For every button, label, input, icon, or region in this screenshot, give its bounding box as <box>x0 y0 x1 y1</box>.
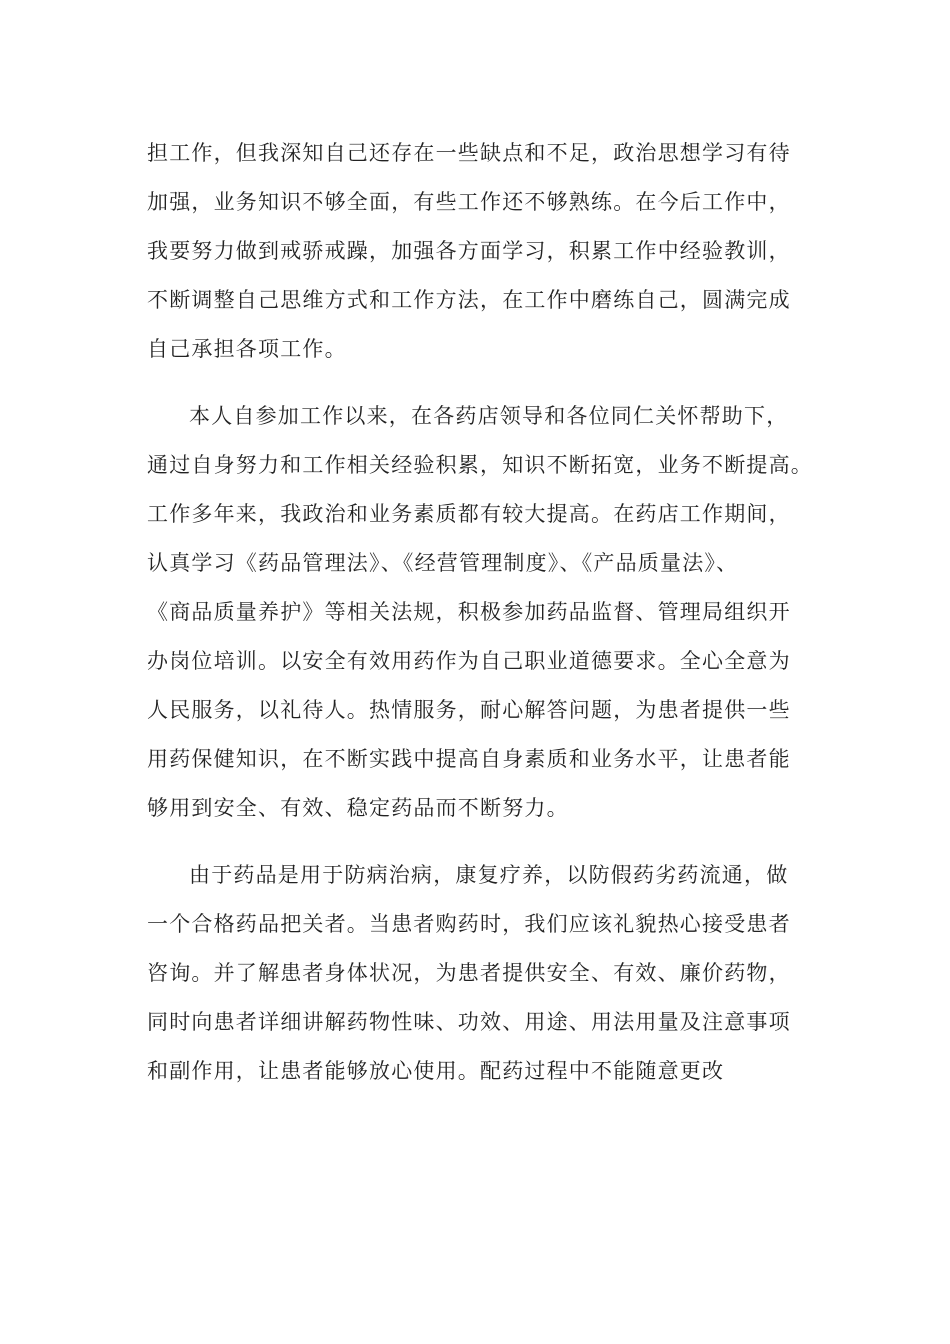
text-line: 本人自参加工作以来，在各药店领导和各位同仁关怀帮助下， <box>189 404 789 428</box>
text-line: 担工作，但我深知自己还存在一些缺点和不足，政治思想学习有待 <box>147 141 791 165</box>
text-line: 办岗位培训。以安全有效用药作为自己职业道德要求。全心全意为 <box>147 649 791 673</box>
paragraph-spacer <box>147 833 807 851</box>
paragraph-spacer <box>147 374 807 392</box>
text-line: 我要努力做到戒骄戒躁，加强各方面学习，积累工作中经验教训， <box>147 239 791 263</box>
text-line: 加强，业务知识不够全面，有些工作还不够熟练。在今后工作中， <box>147 190 791 214</box>
text-line: 人民服务，以礼待人。热情服务，耐心解答问题，为患者提供一些 <box>147 698 791 722</box>
text-line: 不断调整自己思维方式和工作方法，在工作中磨练自己，圆满完成 <box>147 288 791 312</box>
text-line: 由于药品是用于防病治病，康复疗养，以防假药劣药流通，做 <box>189 863 789 887</box>
text-line: 认真学习《药品管理法》、《经营管理制度》、《产品质量法》、 <box>147 551 739 575</box>
text-line: 工作多年来，我政治和业务素质都有较大提高。在药店工作期间， <box>147 502 791 526</box>
text-line: 够用到安全、有效、稳定药品而不断努力。 <box>147 796 569 820</box>
text-line: 咨询。并了解患者身体状况，为患者提供安全、有效、廉价药物， <box>147 961 791 985</box>
text-line: 和副作用，让患者能够放心使用。配药过程中不能随意更改 <box>147 1059 725 1083</box>
text-line: 用药保健知识，在不断实践中提高自身素质和业务水平，让患者能 <box>147 747 791 771</box>
paragraph <box>147 392 813 833</box>
paragraph <box>147 851 807 1096</box>
text-line: 一个合格药品把关者。当患者购药时，我们应该礼貌热心接受患者 <box>147 912 791 936</box>
document-body <box>147 129 813 1096</box>
text-line: 自己承担各项工作。 <box>147 337 347 361</box>
text-line: 同时向患者详细讲解药物性味、功效、用途、用法用量及注意事项 <box>147 1010 791 1034</box>
paragraph <box>147 129 807 374</box>
text-line: 通过自身努力和工作相关经验积累，知识不断拓宽，业务不断提高。 <box>147 453 813 477</box>
text-line: 《商品质量养护》等相关法规，积极参加药品监督、管理局组织开 <box>147 600 791 624</box>
